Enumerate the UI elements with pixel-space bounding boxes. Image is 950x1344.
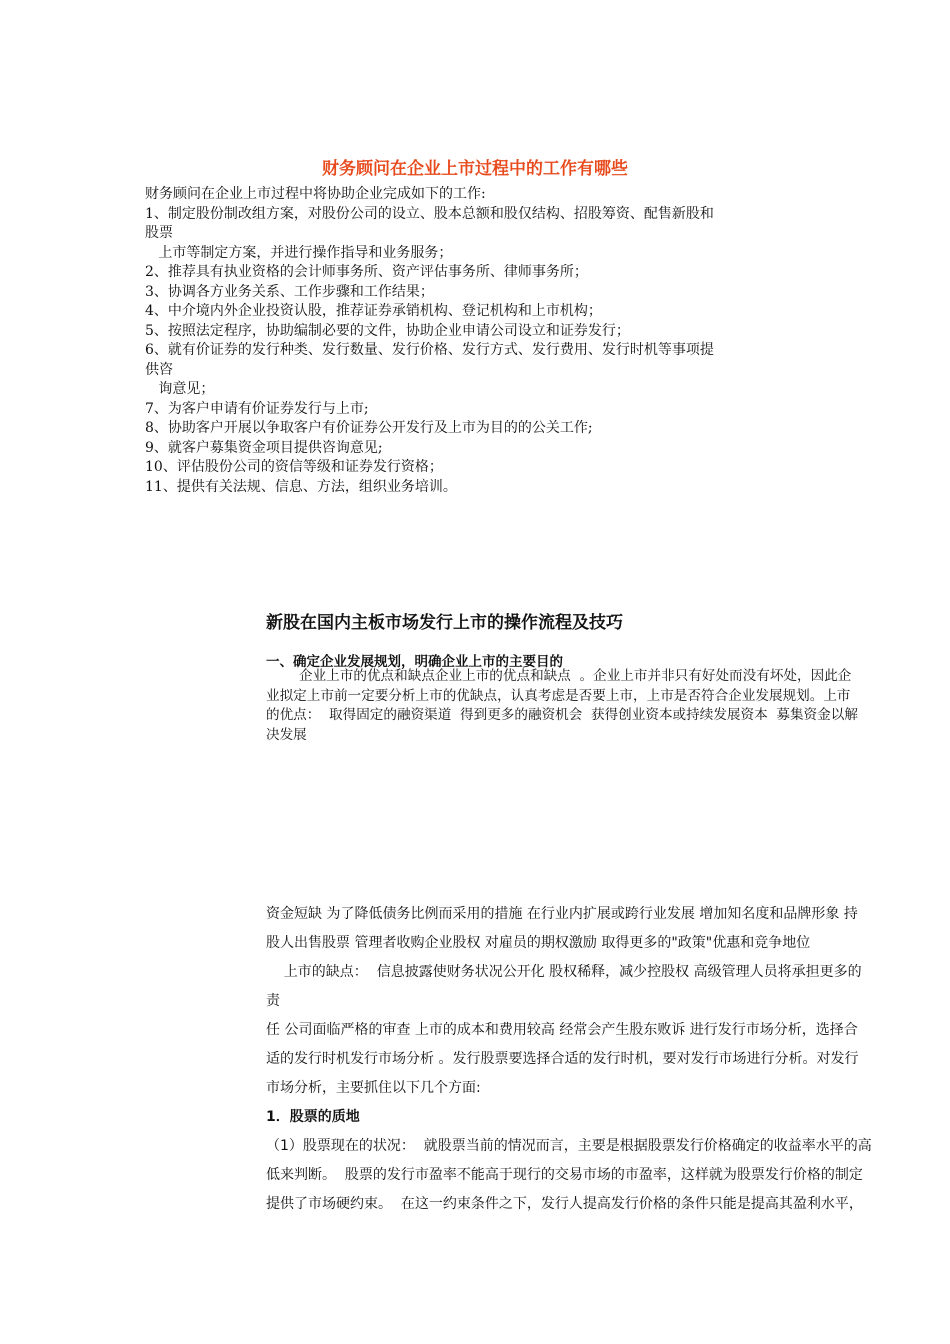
list-item: 11、提供有关法规、信息、方法，组织业务培训。: [145, 478, 457, 495]
list-item: 上市等制定方案，并进行操作指导和业务服务；: [145, 244, 453, 261]
document-title: 财务顾问在企业上市过程中的工作有哪些: [322, 159, 628, 179]
paragraph-line: （1）股票现在的状况： 就股票当前的情况而言，主要是根据股票发行价格确定的收益率水平的高: [266, 1138, 872, 1154]
list-item: 询意见；: [145, 381, 215, 397]
paragraph-line: 市场分析，主要抓住以下几个方面:: [266, 1080, 481, 1096]
paragraph-line: 业拟定上市前一定要分析上市的优缺点，认真考虑是否要上市，上市是否符合企业发展规划。上市: [266, 687, 851, 704]
list-item: 1、制定股份制改组方案，对股份公司的设立、股本总额和股仅结构、招股筹资、配售新股和: [145, 205, 714, 222]
list-item: 股票: [145, 225, 173, 241]
intro-line: 财务顾问在企业上市过程中将协助企业完成如下的工作:: [145, 186, 486, 202]
market-analysis-section: [266, 900, 950, 1219]
paragraph-line: 责: [266, 993, 280, 1009]
paragraph-line: 适的发行时机发行市场分析 。发行股票要选择合适的发行时机，要对发行市场进行分析。对发行: [266, 1051, 859, 1067]
paragraph-line: 资金短缺 为了降低债务比例而采用的措施 在行业内扩展或跨行业发展 增加知名度和品牌形象 持: [266, 906, 858, 922]
paragraph-line: 任 公司面临严格的审查 上市的成本和费用较高 经常会产生股东败诉 进行发行市场分析，选择合: [266, 1022, 858, 1038]
list-item: 4、中介境内外企业投资认股，推荐证券承销机构、登记机构和上市机构；: [145, 303, 602, 319]
paragraph-line: 企业上市的优点和缺点企业上市的优点和缺点 。企业上市并非只有好处而没有坏处，因此企: [299, 668, 852, 684]
paragraph-line: 提供了市场硬约束。 在这一约束条件之下，发行人提高发行价格的条件只能是提高其盈利水平，: [266, 1196, 863, 1212]
numbered-heading: 1．股票的质地: [266, 1109, 360, 1125]
list-item: 6、就有价证券的发行种类、发行数量、发行价格、发行方式、发行费用、发行时机等事项提: [145, 342, 714, 358]
list-item: 3、协调各方业务关系、工作步骤和工作结果；: [145, 283, 434, 300]
paragraph-line: 的优点： 取得固定的融资渠道 得到更多的融资机会 获得创业资本或持续发展资本 募集资金以解: [266, 707, 858, 723]
advisor-duties-list: [145, 185, 795, 497]
section-title: 新股在国内主板市场发行上市的操作流程及技巧: [266, 613, 623, 633]
pros-cons-paragraph: [266, 667, 950, 745]
list-item: 8、协助客户开展以争取客户有价证券公开发行及上市为目的的公关工作;: [145, 420, 593, 436]
section-subheading: 一、确定企业发展规划，明确企业上市的主要目的: [266, 654, 563, 670]
list-item: 10、评估股份公司的资信等级和证券发行资格；: [145, 459, 443, 475]
list-item: 9、就客户募集资金项目提供咨询意见;: [145, 439, 383, 456]
list-item: 7、为客户申请有价证券发行与上市;: [145, 400, 369, 417]
list-item: 2、推荐具有执业资格的会计师事务所、资产评估事务所、律师事务所；: [145, 264, 588, 280]
list-item: 供咨: [145, 361, 173, 378]
paragraph-line: 股人出售股票 管理者收购企业股权 对雇员的期权激励 取得更多的"政策"优惠和竞争地位: [266, 935, 811, 951]
paragraph-line: 低来判断。 股票的发行市盈率不能高于现行的交易市场的市盈率，这样就为股票发行价格的制定: [266, 1167, 863, 1183]
paragraph-line: 决发展: [266, 726, 307, 743]
paragraph-line: 上市的缺点： 信息披露使财务状况公开化 股权稀释，减少控股权 高级管理人员将承担更多的: [266, 964, 862, 980]
list-item: 5、按照法定程序，协助编制必要的文件，协助企业申请公司设立和证券发行；: [145, 322, 630, 339]
